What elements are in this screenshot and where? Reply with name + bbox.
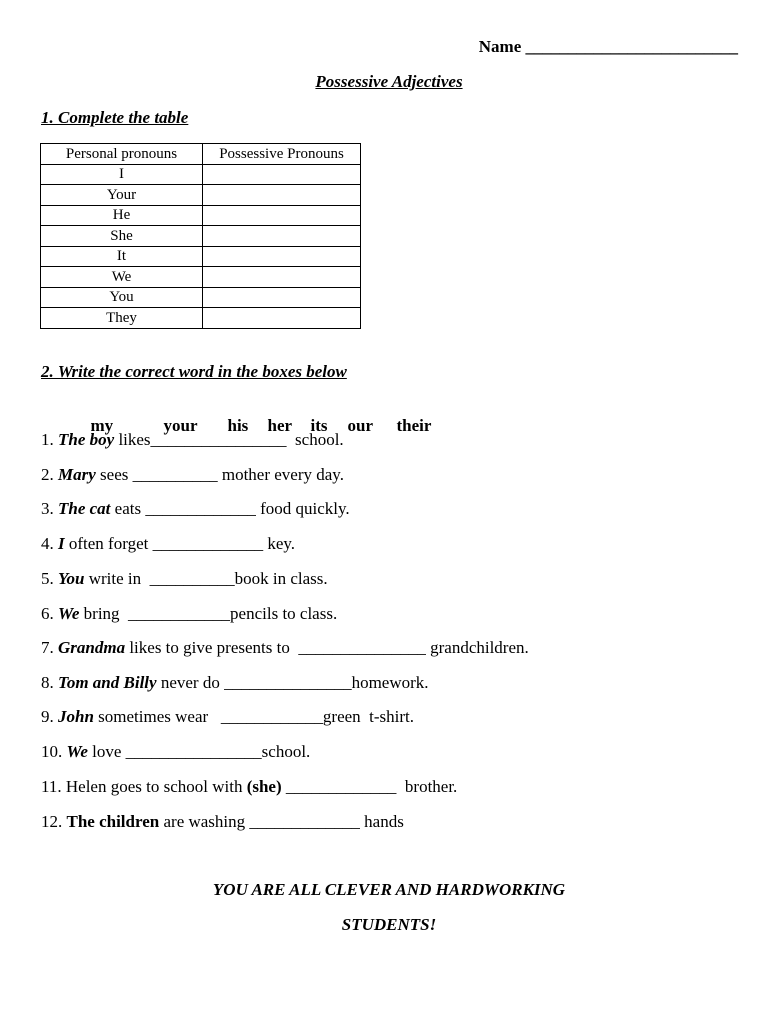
sentence-text[interactable]: often forget _____________ key. <box>64 534 296 553</box>
sentence-text[interactable]: love ________________school. <box>87 742 311 761</box>
sentence-text[interactable]: never do _______________homework. <box>156 673 429 692</box>
answer-cell[interactable] <box>203 164 361 185</box>
sentence-text[interactable]: bring ____________pencils to class. <box>79 604 338 623</box>
sentence-item <box>41 499 350 519</box>
personal-pronoun-cell: I <box>41 164 203 185</box>
sentence-subject: Mary <box>58 465 96 484</box>
sentence-item <box>41 465 344 485</box>
pronoun-table <box>40 143 361 329</box>
col-header-possessive: Possessive Pronouns <box>203 144 361 165</box>
sentence-number: 6. <box>41 604 54 623</box>
personal-pronoun-cell: You <box>41 287 203 308</box>
table-row <box>41 287 361 308</box>
sentence-number: 3. <box>41 499 54 518</box>
closing-message-line1: YOU ARE ALL CLEVER AND HARDWORKING <box>212 880 566 899</box>
sentence-text[interactable]: sometimes wear ____________green t-shirt. <box>93 707 415 726</box>
sentence-item <box>41 742 310 762</box>
sentence-number: 4. <box>41 534 54 553</box>
personal-pronoun-cell: They <box>41 308 203 329</box>
sentence-text[interactable]: likes to give presents to _______________ grandchildren. <box>125 638 529 657</box>
word-bank-item: her <box>267 416 293 435</box>
sentence-item <box>41 569 328 589</box>
sentence-number: 10. <box>41 742 63 761</box>
answer-cell[interactable] <box>203 185 361 206</box>
sentence-subject: The cat <box>58 499 111 518</box>
word-bank-item: its <box>310 416 328 435</box>
sentence-subject: John <box>58 707 94 726</box>
table-row <box>41 226 361 247</box>
table-row <box>41 246 361 267</box>
sentence-item <box>41 534 295 554</box>
personal-pronoun-cell: We <box>41 267 203 288</box>
answer-cell[interactable] <box>203 308 361 329</box>
sentence-text[interactable]: likes________________ school. <box>114 430 344 449</box>
table-row <box>41 267 361 288</box>
sentence-text[interactable]: are washing _____________ hands <box>159 812 404 831</box>
table-header-row <box>41 144 361 165</box>
answer-cell[interactable] <box>203 205 361 226</box>
col-header-personal: Personal pronouns <box>41 144 203 165</box>
sentence-subject: The boy <box>58 430 115 449</box>
word-bank-item: my <box>90 416 114 435</box>
sentence-item <box>41 777 457 797</box>
sentence-number: 1. <box>41 430 54 449</box>
personal-pronoun-cell: Your <box>41 185 203 206</box>
closing-message-line2: STUDENTS! <box>341 915 437 934</box>
sentence-number: 8. <box>41 673 54 692</box>
sentence-item <box>41 707 414 727</box>
word-bank-item: your <box>163 416 198 435</box>
sentence-text[interactable]: write in __________book in class. <box>84 569 328 588</box>
table-row <box>41 205 361 226</box>
sentence-subject: I <box>58 534 65 553</box>
sentence-text: 11. Helen goes to school with <box>41 777 247 796</box>
personal-pronoun-cell: She <box>41 226 203 247</box>
name-field[interactable]: Name _________________________ <box>478 37 738 56</box>
sentence-item <box>41 673 429 693</box>
sentence-item <box>41 604 337 624</box>
sentence-text[interactable]: sees __________ mother every day. <box>95 465 344 484</box>
sentence-item <box>41 812 404 832</box>
answer-cell[interactable] <box>203 267 361 288</box>
sentence-subject: Tom and Billy <box>58 673 157 692</box>
sentence-subject: The children <box>66 812 160 831</box>
sentence-subject: We <box>66 742 88 761</box>
sentence-text[interactable]: _____________ brother. <box>281 777 458 796</box>
sentence-number: 5. <box>41 569 54 588</box>
sentence-subject: We <box>58 604 80 623</box>
sentence-number: 2. <box>41 465 54 484</box>
sentence-number: 7. <box>41 638 54 657</box>
sentence-subject: You <box>58 569 85 588</box>
sentence-text[interactable]: eats _____________ food quickly. <box>110 499 350 518</box>
answer-cell[interactable] <box>203 287 361 308</box>
answer-cell[interactable] <box>203 226 361 247</box>
personal-pronoun-cell: He <box>41 205 203 226</box>
sentence-item <box>41 430 344 450</box>
section1-heading: 1. Complete the table <box>41 108 189 127</box>
personal-pronoun-cell: It <box>41 246 203 267</box>
word-bank-item: our <box>347 416 373 435</box>
word-bank-item: his <box>227 416 249 435</box>
sentence-number: 9. <box>41 707 54 726</box>
table-row <box>41 308 361 329</box>
table-row <box>41 164 361 185</box>
table-row <box>41 185 361 206</box>
sentence-subject: Grandma <box>58 638 126 657</box>
section2-heading: 2. Write the correct word in the boxes below <box>41 362 347 381</box>
word-bank-item: their <box>396 416 432 435</box>
answer-cell[interactable] <box>203 246 361 267</box>
sentence-item <box>41 638 529 658</box>
worksheet-title: Possessive Adjectives <box>315 72 463 91</box>
sentence-number: 12. <box>41 812 67 831</box>
sentence-hint: (she) <box>246 777 282 796</box>
